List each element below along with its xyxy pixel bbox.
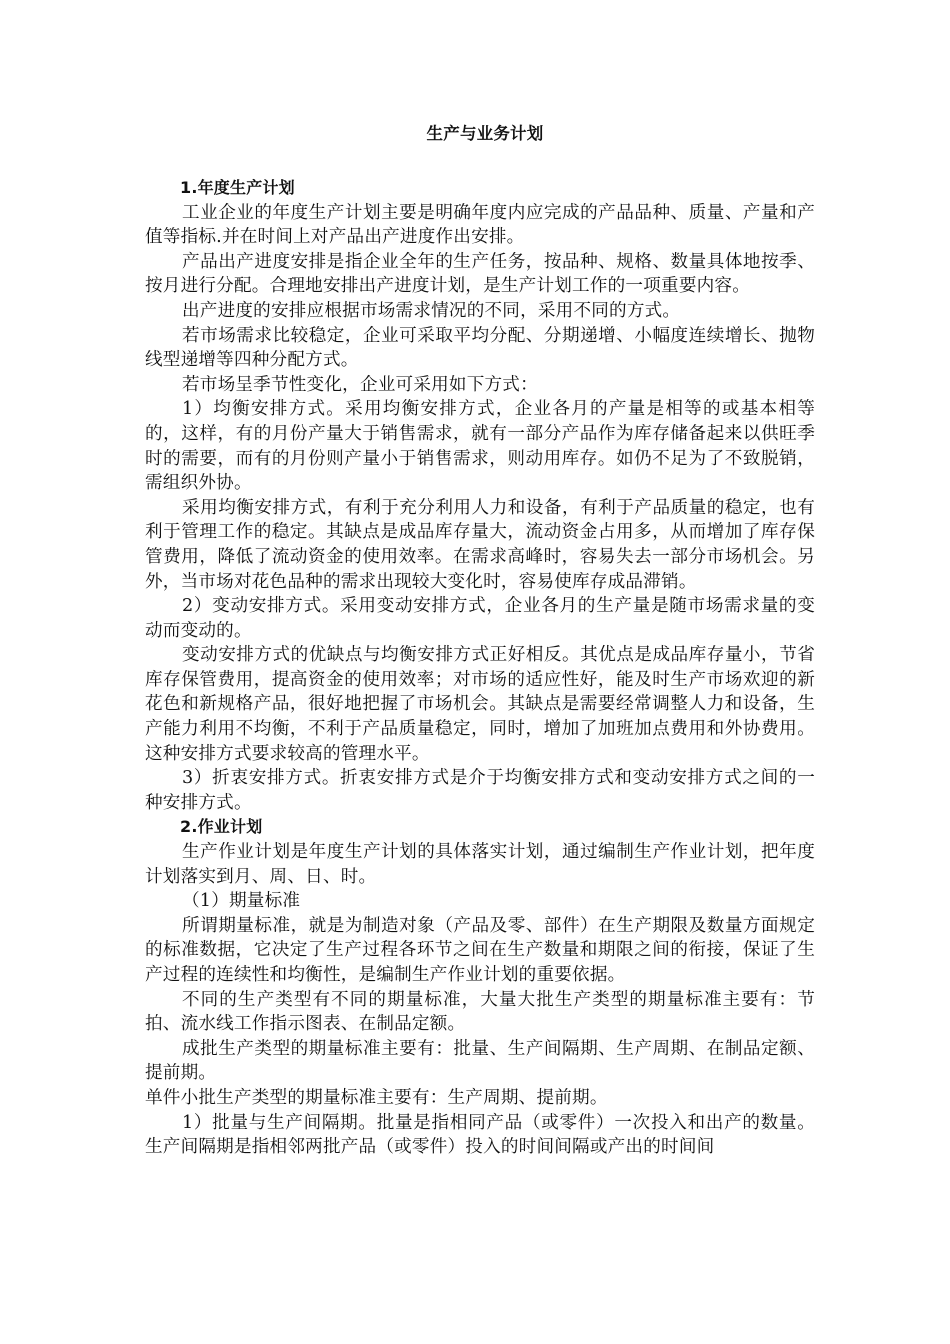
paragraph: 不同的生产类型有不同的期量标准，大量大批生产类型的期量标准主要有：节拍、流水线工作指示图表、在制品定额。 [145,989,815,1035]
paragraph: 所谓期量标准，就是为制造对象（产品及零、部件）在生产期限及数量方面规定的标准数据，它决定了生产过程各环节之间在生产数量和期限之间的衔接，保证了生产过程的连续性和均衡性，是编制生产作业计划的重要依据。 [145,915,815,985]
subheading-period-standard: （1）期量标准 [182,891,301,912]
section-heading-annual-plan: 1.年度生产计划 [180,178,295,197]
paragraph: 3）折衷安排方式。折衷安排方式是介于均衡安排方式和变动安排方式之间的一种安排方式。 [145,768,815,813]
paragraph: 2）变动安排方式。采用变动安排方式，企业各月的生产量是随市场需求量的变动而变动的。 [145,596,815,641]
paragraph: 产品出产进度安排是指企业全年的生产任务，按品种、规格、数量具体地按季、按月进行分配。合理地安排出产进度计划，是生产计划工作的一项重要内容。 [145,251,815,297]
paragraph: 出产进度的安排应根据市场需求情况的不同，采用不同的方式。 [182,300,681,321]
paragraph: 若市场需求比较稳定，企业可采取平均分配、分期递增、小幅度连续增长、抛物线型递增等四种分配方式。 [145,325,815,371]
paragraph: 成批生产类型的期量标准主要有：批量、生产间隔期、生产周期、在制品定额、提前期。 [145,1038,815,1084]
paragraph: 工业企业的年度生产计划主要是明确年度内应完成的产品品种、质量、产量和产值等指标.并在时间上对产品出产进度作出安排。 [145,202,815,248]
paragraph: 生产作业计划是年度生产计划的具体落实计划，通过编制生产作业计划，把年度计划落实到月、周、日、时。 [145,842,815,887]
paragraph: 采用均衡安排方式，有利于充分利用人力和设备，有利于产品质量的稳定，也有利于管理工作的稳定。其缺点是成品库存量大，流动资金占用多，从而增加了库存保管费用，降低了流动资金的使用效率。在需求高峰时，容易失去一部分市场机会。另外，当市场对花色品种的需求出现较大变化时，容易使库存成品滞销。 [145,497,815,592]
section-heading-operation-plan: 2.作业计划 [180,817,263,837]
paragraph-unindented: 单件小批生产类型的期量标准主要有：生产周期、提前期。 [145,1087,608,1108]
document-body [145,122,815,1160]
paragraph: 1）批量与生产间隔期。批量是指相同产品（或零件）一次投入和出产的数量。生产间隔期是指相邻两批产品（或零件）投入的时间间隔或产出的时间间 [145,1112,815,1158]
document-title: 生产与业务计划 [426,124,544,143]
paragraph: 1）均衡安排方式。采用均衡安排方式，企业各月的产量是相等的或基本相等的，这样，有的月份产量大于销售需求，就有一部分产品作为库存储备起来以供旺季时的需要，而有的月份则产量小于销售需求，则动用库存。如仍不足为了不致脱销，需组织外协。 [145,399,815,494]
paragraph: 变动安排方式的优缺点与均衡安排方式正好相反。其优点是成品库存量小，节省库存保管费用，提高资金的使用效率；对市场的适应性好，能及时生产市场欢迎的新花色和新规格产品，很好地把握了市场机会。其缺点是需要经常调整人力和设备，生产能力利用不均衡，不利于产品质量稳定，同时，增加了加班加点费用和外协费用。这种安排方式要求较高的管理水平。 [145,645,815,764]
paragraph: 若市场呈季节性变化，企业可采用如下方式： [182,374,538,395]
